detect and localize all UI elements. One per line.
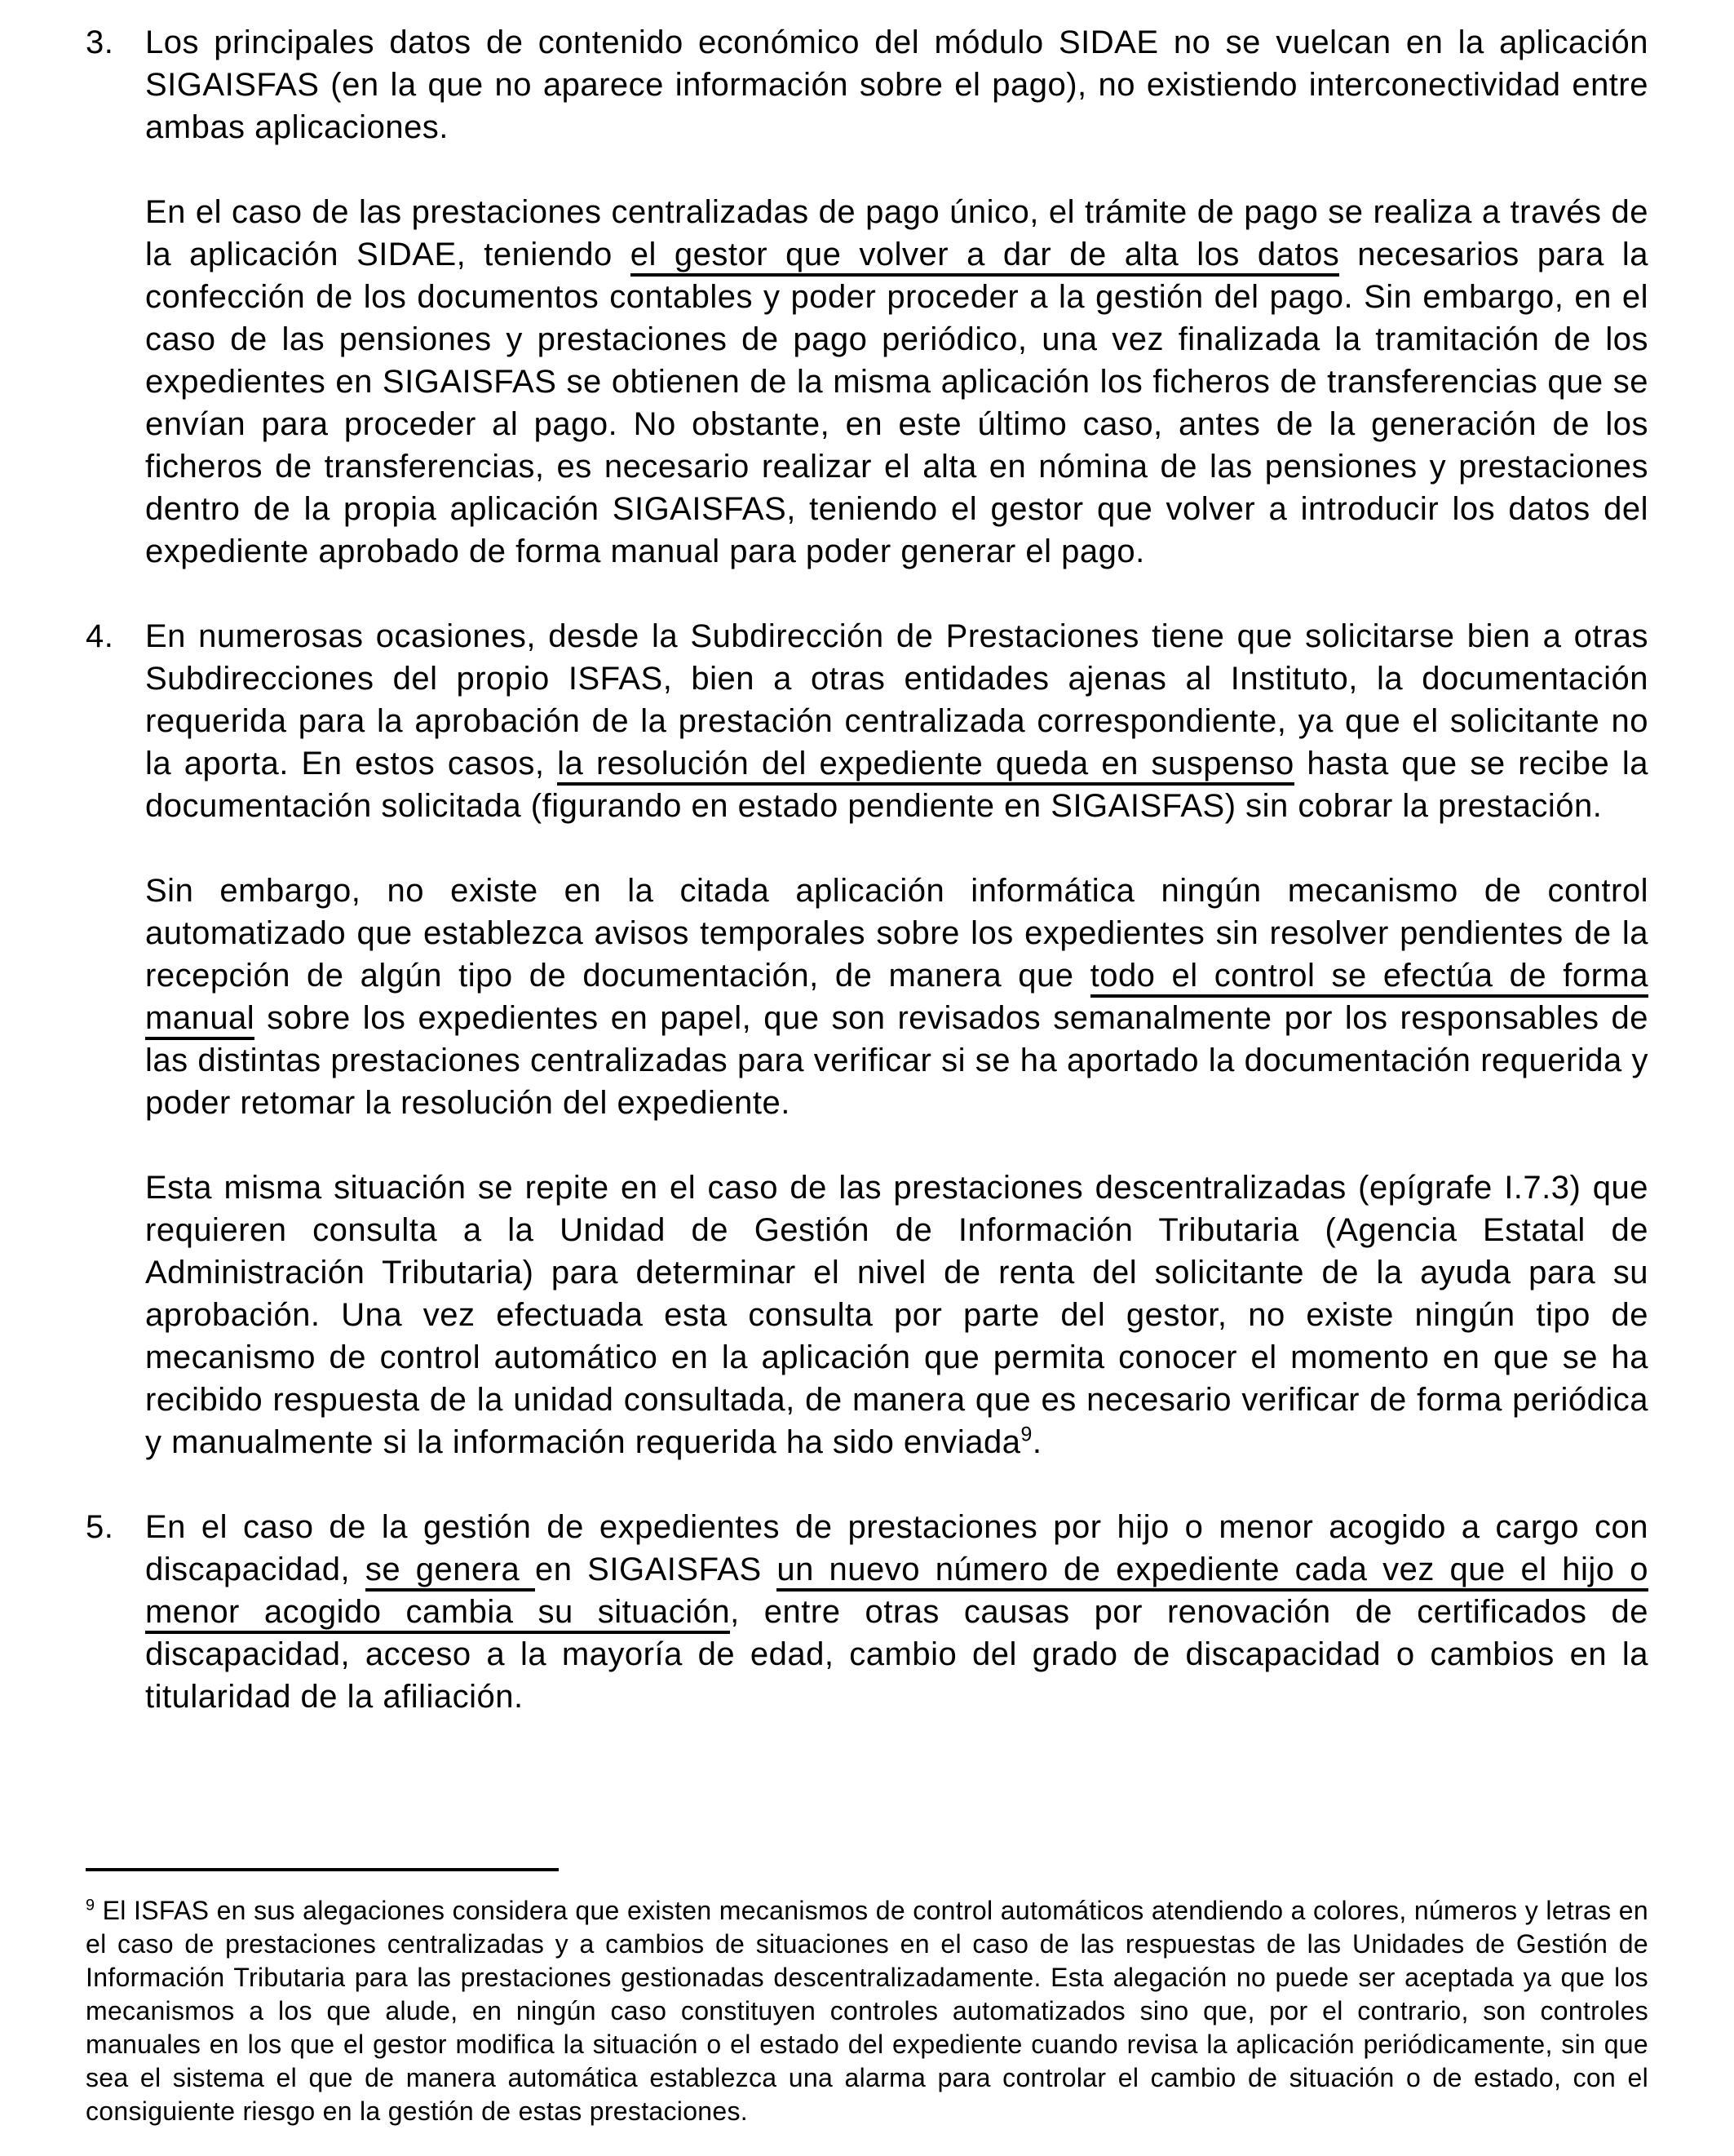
list-item-number: 4.	[86, 618, 114, 654]
text-run: Los principales datos de contenido económico del módulo SIDAE no se vuelcan en la aplicación SIGAISFAS (en la que no aparece información sobre el pago), no existiendo interconectividad entre ambas aplicaciones.	[145, 24, 1648, 145]
text-run: Esta misma situación se repite en el caso de las prestaciones descentralizadas (epígrafe I.7.3) que requieren consulta a la Unidad de Gestión de Información Tributaria (Agencia Estatal de Administración Tributaria) para determinar el nivel de renta del solicitante de la ayuda para su aprobación. Una vez efectuada esta consulta por parte del gestor, no existe ningún tipo de mecanismo de control automático en la aplicación que permita conocer el momento en que se ha recibido respuesta de la unidad consultada, de manera que es necesario verificar de forma periódica y manualmente si la información requerida ha sido enviada	[145, 1170, 1648, 1460]
text-run: Sin embargo, no existe en la citada aplicación informática ningún mecanismo de control automatizado que establezca avisos temporales sobre los expedientes sin resolver pendientes de la recepción de algún tipo de documentación, de manera que	[145, 873, 1648, 994]
underlined-text: un nuevo número de expediente cada vez que el hijo o menor acogido cambia su situación	[145, 1552, 1648, 1634]
footnote-text	[86, 1894, 1648, 2128]
text-run: necesarios para la confección de los documentos contables y poder proceder a la gestión del pago. Sin embargo, en el caso de las pensiones y prestaciones de pago periódico, una vez finalizada la tramitación de los expedientes en SIGAISFAS se obtienen de la misma aplicación los ficheros de transferencias que se envían para proceder al pago. No obstante, en este último caso, antes de la generación de los ficheros de transferencias, es necesario realizar el alta en nómina de las pensiones y prestaciones dentro de la propia aplicación SIGAISFAS, teniendo el gestor que volver a introducir los datos del expediente aprobado de forma manual para poder generar el pago.	[145, 237, 1648, 569]
text-run: en SIGAISFAS	[535, 1552, 777, 1587]
list-item-content	[145, 615, 1648, 1463]
footnote-marker: 9	[86, 1896, 95, 1915]
underlined-text: se genera	[365, 1552, 535, 1592]
paragraph	[145, 1167, 1648, 1463]
text-run: En numerosas ocasiones, desde la Subdirección de Prestaciones tiene que solicitarse bien a otras Subdirecciones del propio ISFAS, bien a otras entidades ajenas al Instituto, la documentación requerida para la aprobación de la prestación centralizada correspondiente, ya que el solicitante no la aporta. En estos casos,	[145, 618, 1648, 781]
paragraph	[145, 191, 1648, 573]
footnote-marker: 9	[1020, 1423, 1033, 1446]
paragraph	[145, 21, 1648, 148]
list-item-content	[145, 1506, 1648, 1718]
text-run: sobre los expedientes en papel, que son revisados semanalmente por los responsables de las distintas prestaciones centralizadas para verificar si se ha aportado la documentación requerida y poder retomar la resolución del expediente.	[145, 1000, 1648, 1121]
text-run: En el caso de la gestión de expedientes de prestaciones por hijo o menor acogido a cargo con discapacidad,	[145, 1509, 1648, 1587]
list-item-number: 3.	[86, 24, 114, 60]
list-item-number: 5.	[86, 1509, 114, 1545]
list-item-content	[145, 21, 1648, 573]
numbered-list	[86, 21, 1648, 1718]
paragraph	[145, 1506, 1648, 1718]
text-run: hasta que se recibe la documentación solicitada (figurando en estado pendiente en SIGAISFAS) sin cobrar la prestación.	[145, 746, 1648, 824]
list-item	[86, 615, 1648, 1463]
list-item	[86, 21, 1648, 573]
underlined-text: el gestor que volver a dar de alta los datos	[630, 237, 1340, 277]
paragraph	[145, 870, 1648, 1124]
underlined-text: la resolución del expediente queda en suspenso	[557, 746, 1294, 786]
text-run: , entre otras causas por renovación de certificados de discapacidad, acceso a la mayoría de edad, cambio del grado de discapacidad o cambios en la titularidad de la afiliación.	[145, 1594, 1649, 1715]
text-run: En el caso de las prestaciones centralizadas de pago único, el trámite de pago se realiza a través de la aplicación SIDAE, teniendo	[145, 194, 1648, 272]
footnote-section	[86, 1868, 1648, 2128]
underlined-text: todo el control se efectúa de forma manual	[145, 958, 1648, 1040]
footnote-separator	[86, 1868, 559, 1871]
text-run: El ISFAS en sus alegaciones considera que existen mecanismos de control automáticos atendiendo a colores, números y letras en el caso de prestaciones centralizadas y a cambios de situaciones en el caso de las respuestas de las Unidades de Gestión de Información Tributaria para las prestaciones gestionadas descentralizadamente. Esta alegación no puede ser aceptada ya que los mecanismos a los que alude, en ningún caso constituyen controles automatizados sino que, por el contrario, son controles manuales en los que el gestor modifica la situación o el estado del expediente cuando revisa la aplicación periódicamente, sin que sea el sistema el que de manera automática establezca una alarma para controlar el cambio de situación o de estado, con el consiguiente riesgo en la gestión de estas prestaciones.	[86, 1896, 1648, 2126]
paragraph	[145, 615, 1648, 827]
text-run: .	[1032, 1424, 1042, 1460]
list-item	[86, 1506, 1648, 1718]
